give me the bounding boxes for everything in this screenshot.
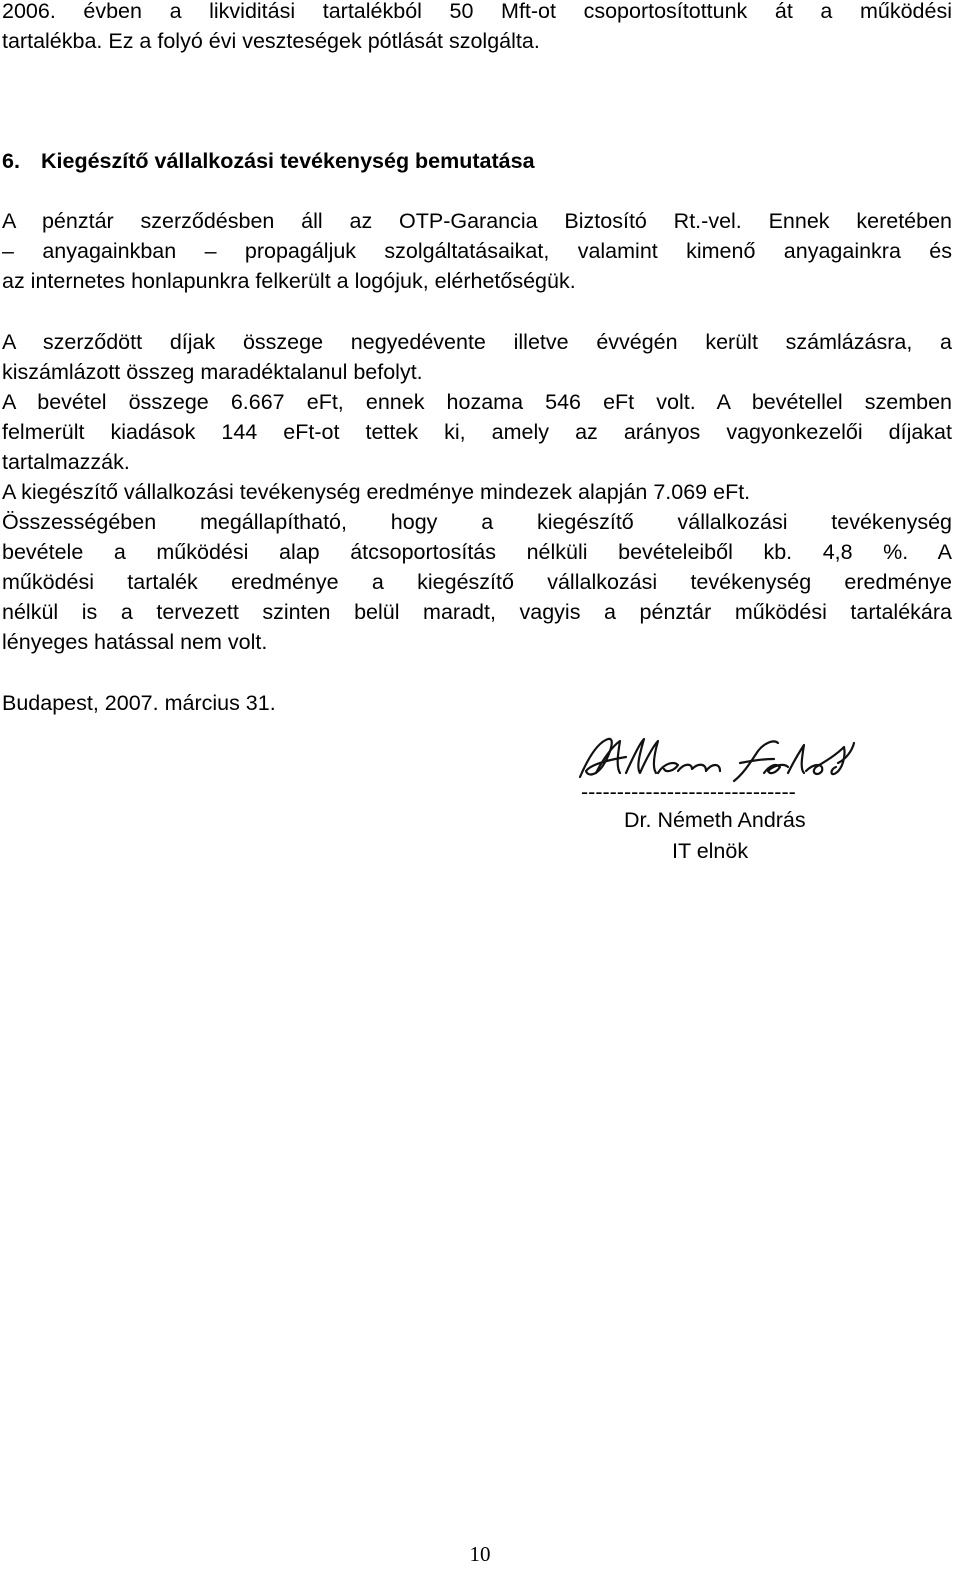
text-line: A szerződött díjak összege negyedévente illetve évvégén került számlázásra, a xyxy=(2,330,952,354)
text-line: A pénztár szerződésben áll az OTP-Garancia Biztosító Rt.-vel. Ennek keretében xyxy=(2,209,952,233)
text-line: kiszámlázott összeg maradéktalanul befolyt. xyxy=(2,360,423,384)
text-line: A kiegészítő vállalkozási tevékenység eredménye mindezek alapján 7.069 eFt. xyxy=(2,480,751,504)
text-line: – anyagainkban – propagáljuk szolgáltatásaikat, valamint kimenő anyagainkra és xyxy=(2,239,952,263)
text-line: 2006. évben a likviditási tartalékból 50 Mft-ot csoportosítottunk át a működési xyxy=(2,0,952,23)
signatory-title: IT elnök xyxy=(672,839,749,863)
section-number: 6. xyxy=(2,149,20,173)
text-line: A bevétel összege 6.667 eFt, ennek hozama 546 eFt volt. A bevétellel szemben xyxy=(2,390,952,414)
signature-line: ------------------------------ xyxy=(581,780,796,804)
signatory-name: Dr. Németh András xyxy=(624,808,806,832)
paragraph-partner xyxy=(2,206,952,296)
text-line: az internetes honlapunkra felkerült a logójuk, elérhetőségük. xyxy=(2,269,576,293)
place-date: Budapest, 2007. március 31. xyxy=(2,691,276,715)
paragraph-intro xyxy=(2,0,952,56)
paragraph-fees xyxy=(2,327,952,657)
page-number: 10 xyxy=(469,1542,491,1566)
text-line: működési tartalék eredménye a kiegészítő vállalkozási tevékenység eredménye xyxy=(2,570,952,594)
text-line: Összességében megállapítható, hogy a kiegészítő vállalkozási tevékenység xyxy=(2,510,952,534)
text-line: lényeges hatással nem volt. xyxy=(2,630,268,654)
section-heading xyxy=(2,146,952,176)
text-line: tartalmazzák. xyxy=(2,450,130,474)
text-line: bevétele a működési alap átcsoportosítás nélküli bevételeiből kb. 4,8 %. A xyxy=(2,540,952,564)
text-line: felmerült kiadások 144 eFt-ot tettek ki, amely az arányos vagyonkezelői díjakat xyxy=(2,420,952,444)
section-title: Kiegészítő vállalkozási tevékenység bemutatása xyxy=(41,149,535,173)
text-line: tartalékba. Ez a folyó évi veszteségek pótlását szolgálta. xyxy=(2,29,540,53)
text-line: nélkül is a tervezett szinten belül maradt, vagyis a pénztár működési tartalékára xyxy=(2,600,952,624)
